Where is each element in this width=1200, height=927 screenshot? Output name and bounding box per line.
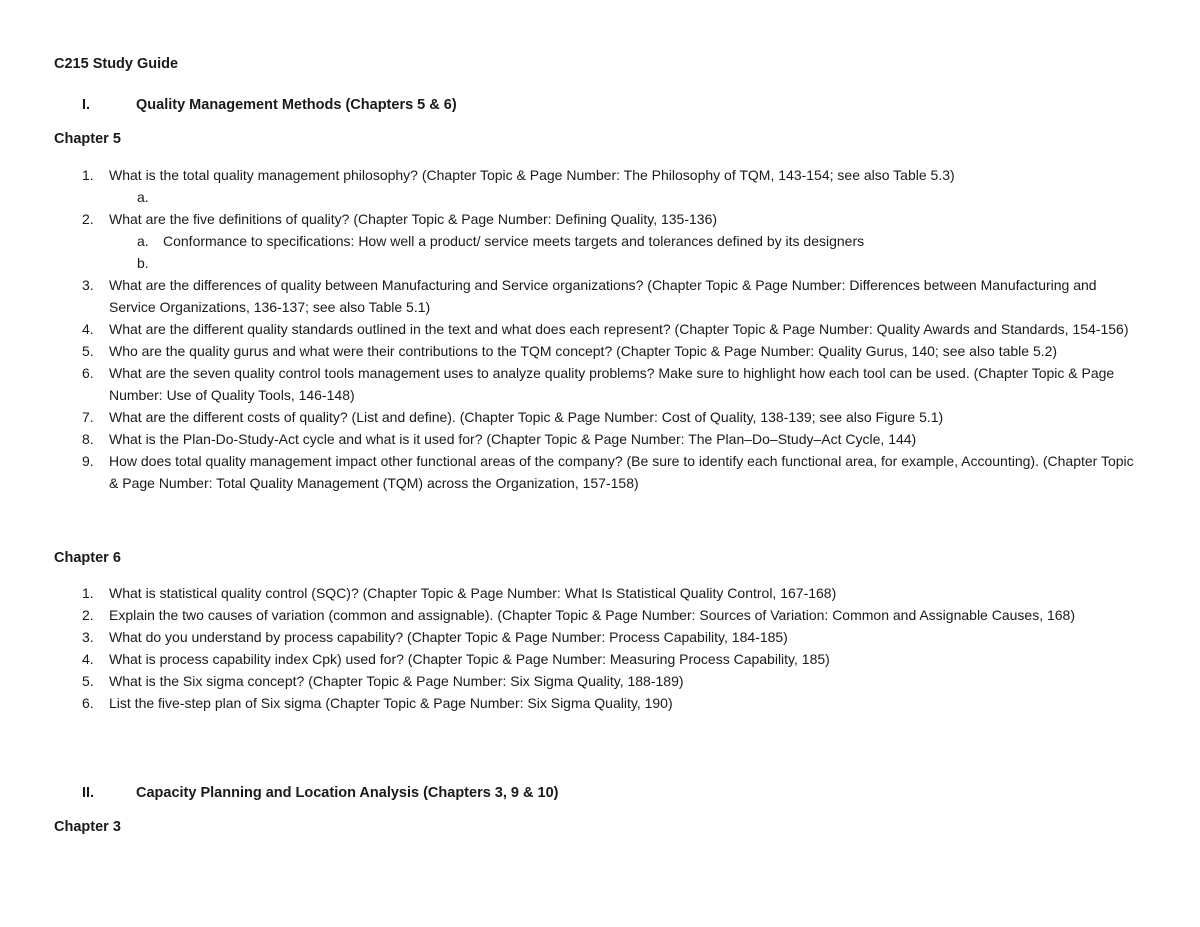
item-number: 2. — [82, 607, 94, 623]
item-text: What is statistical quality control (SQC)? (Chapter Topic & Page Number: What Is Statistical Quality Control, 167-168) — [109, 585, 837, 601]
item-text: Explain the two causes of variation (common and assignable). (Chapter Topic & Page Number: Sources of Variation: Common and Assignable Causes, 168) — [109, 607, 1075, 623]
item-text: List the five-step plan of Six sigma (Chapter Topic & Page Number: Six Sigma Quality, 190) — [109, 695, 673, 711]
chapter-heading-5: Chapter 5 — [54, 131, 121, 147]
sub-list — [109, 230, 1140, 274]
item-number: 3. — [82, 277, 94, 293]
item-number: 1. — [82, 167, 94, 183]
list-item — [0, 626, 1140, 648]
list-item — [0, 340, 1140, 362]
chapter-heading-3: Chapter 3 — [54, 819, 121, 835]
item-text: What is the total quality management philosophy? (Chapter Topic & Page Number: The Philosophy of TQM, 143-154; see also Table 5.3) — [109, 167, 955, 183]
list-item — [0, 692, 1140, 714]
list-item — [0, 362, 1140, 406]
list-item — [0, 648, 1140, 670]
sub-list — [109, 186, 1140, 208]
sub-item-letter: a. — [137, 233, 149, 249]
list-item — [0, 208, 1140, 274]
list-item — [0, 582, 1140, 604]
chapter-6-question-list — [0, 582, 1140, 714]
item-text: What is the Six sigma concept? (Chapter Topic & Page Number: Six Sigma Quality, 188-189) — [109, 673, 684, 689]
sub-item-text: Conformance to specifications: How well a product/ service meets targets and tolerances defined by its designers — [163, 233, 865, 249]
section-title: Capacity Planning and Location Analysis (Chapters 3, 9 & 10) — [136, 785, 559, 801]
list-item — [0, 604, 1140, 626]
item-text: What is the Plan-Do-Study-Act cycle and what is it used for? (Chapter Topic & Page Number: The Plan–Do–Study–Act Cycle, 144) — [109, 431, 917, 447]
item-number: 6. — [82, 365, 94, 381]
item-text: What are the seven quality control tools management uses to analyze quality problems? Make sure to highlight how each tool can be used. (Chapter Topic & Page Number: Use of Quality Tools, 146-148) — [109, 365, 1115, 403]
chapter-heading-6: Chapter 6 — [54, 550, 121, 566]
item-number: 1. — [82, 585, 94, 601]
item-number: 7. — [82, 409, 94, 425]
list-item — [0, 274, 1140, 318]
sub-list-item — [109, 230, 1140, 252]
item-text: What are the different quality standards outlined in the text and what does each represent? (Chapter Topic & Page Number: Quality Awards and Standards, 154-156) — [109, 321, 1129, 337]
list-item — [0, 318, 1140, 340]
item-text: What are the different costs of quality? (List and define). (Chapter Topic & Page Number: Cost of Quality, 138-139; see also Figure 5.1) — [109, 409, 944, 425]
sub-item-letter: b. — [137, 255, 149, 271]
sub-item-letter: a. — [137, 189, 149, 205]
list-item — [0, 428, 1140, 450]
section-title: Quality Management Methods (Chapters 5 & 6) — [136, 97, 457, 113]
chapter-5-question-list — [0, 164, 1140, 494]
section-heading-2 — [82, 785, 558, 801]
section-number: II. — [82, 785, 95, 801]
list-item — [0, 670, 1140, 692]
item-number: 3. — [82, 629, 94, 645]
document-title: C215 Study Guide — [54, 56, 179, 72]
item-number: 2. — [82, 211, 94, 227]
item-text: What are the differences of quality between Manufacturing and Service organizations? (Chapter Topic & Page Number: Differences between Manufacturing and Service Organizations, 136-137; see also Table 5.1) — [109, 277, 1097, 315]
list-item — [0, 164, 1140, 208]
item-text: How does total quality management impact other functional areas of the company? (Be sure to identify each functional area, for example, Accounting). (Chapter Topic & Page Number: Total Quality Management (TQM) across the Organization, 157-158) — [109, 453, 1134, 491]
item-text: What do you understand by process capability? (Chapter Topic & Page Number: Process Capability, 184-185) — [109, 629, 788, 645]
section-heading-1 — [82, 97, 457, 113]
item-number: 5. — [82, 673, 94, 689]
item-number: 6. — [82, 695, 94, 711]
item-text: What is process capability index Cpk) used for? (Chapter Topic & Page Number: Measuring Process Capability, 185) — [109, 651, 830, 667]
list-item — [0, 406, 1140, 428]
item-number: 8. — [82, 431, 94, 447]
section-number: I. — [82, 97, 91, 113]
item-text: What are the five definitions of quality? (Chapter Topic & Page Number: Defining Quality, 135-136) — [109, 211, 718, 227]
sub-list-item — [109, 186, 1140, 208]
item-number: 4. — [82, 321, 94, 337]
item-number: 9. — [82, 453, 94, 469]
item-text: Who are the quality gurus and what were their contributions to the TQM concept? (Chapter Topic & Page Number: Quality Gurus, 140; see also table 5.2) — [109, 343, 1058, 359]
item-number: 5. — [82, 343, 94, 359]
list-item — [0, 450, 1140, 494]
item-number: 4. — [82, 651, 94, 667]
sub-list-item — [109, 252, 1140, 274]
